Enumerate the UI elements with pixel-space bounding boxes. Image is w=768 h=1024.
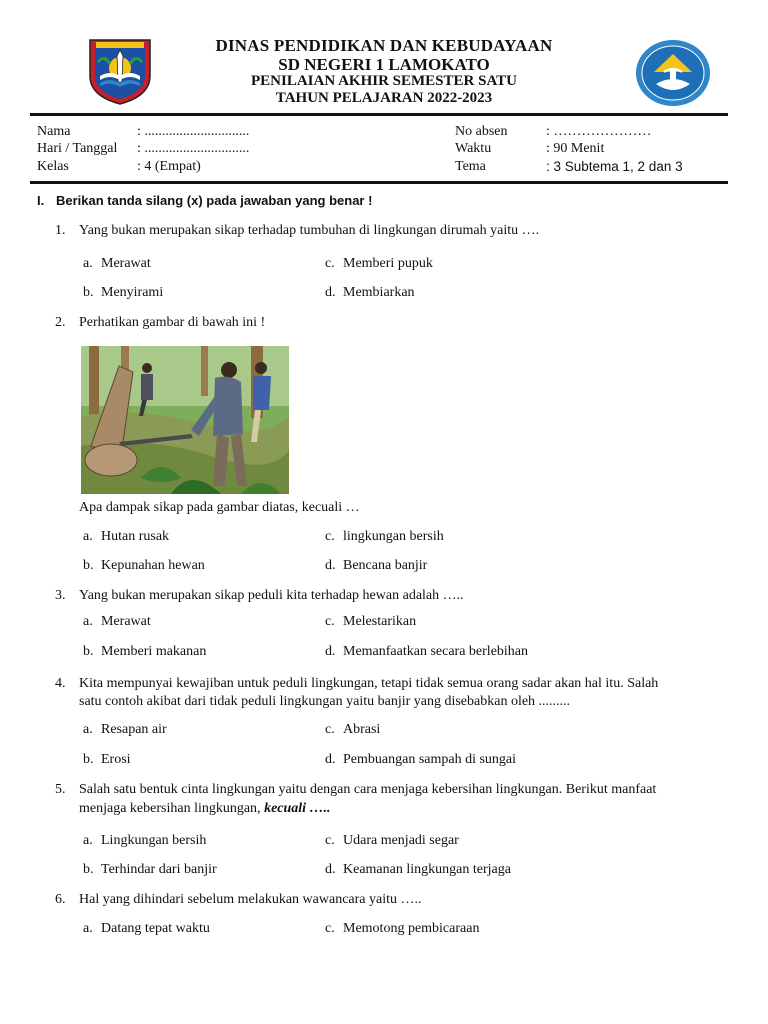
option-text: Hutan rusak — [101, 529, 170, 544]
option-letter: c. — [325, 722, 335, 737]
absen-label: No absen — [455, 124, 508, 139]
option-letter: c. — [325, 529, 335, 544]
tema-label: Tema — [455, 159, 486, 174]
option-text: Merawat — [101, 256, 151, 271]
section-instruction: Berikan tanda silang (x) pada jawaban yang benar ! — [56, 193, 373, 208]
option-a[interactable] — [83, 614, 151, 630]
question-number: 2. — [55, 315, 66, 330]
info-divider — [30, 181, 728, 184]
question-number: 5. — [55, 782, 66, 797]
option-letter: d. — [325, 862, 336, 877]
option-d[interactable] — [325, 644, 528, 660]
option-c[interactable] — [325, 722, 380, 738]
nama-label: Nama — [37, 124, 71, 139]
option-text: Memberi pupuk — [343, 256, 433, 271]
question-text-line2: satu contoh akibat dari tidak peduli lingkungan yaitu banjir yang disebabkan oleh ......... — [79, 694, 571, 709]
option-text: Keamanan lingkungan terjaga — [343, 862, 511, 877]
option-text: Memanfaatkan secara berlebihan — [343, 644, 529, 659]
question-number: 4. — [55, 676, 66, 691]
question-followup: Apa dampak sikap pada gambar diatas, kecuali … — [79, 500, 360, 515]
option-text: Kepunahan hewan — [101, 558, 205, 573]
option-a[interactable] — [83, 722, 167, 738]
question-number: 6. — [55, 892, 66, 907]
question-number: 1. — [55, 223, 66, 238]
option-letter: d. — [325, 285, 336, 300]
option-b[interactable] — [83, 558, 205, 574]
header-year: TAHUN PELAJARAN 2022-2023 — [275, 90, 493, 106]
option-c[interactable] — [325, 256, 433, 272]
option-letter: b. — [83, 752, 94, 767]
header-school: SD NEGERI 1 LAMOKATO — [278, 55, 490, 74]
kelas-label: Kelas — [37, 159, 69, 174]
option-letter: a. — [83, 614, 93, 629]
illustration-tree-felling — [81, 346, 289, 494]
option-text: Udara menjadi segar — [343, 833, 459, 848]
option-text: Erosi — [101, 752, 131, 767]
question-text: Perhatikan gambar di bawah ini ! — [79, 315, 266, 330]
waktu-label: Waktu — [455, 141, 492, 156]
option-letter: c. — [325, 614, 335, 629]
option-text: Resapan air — [101, 722, 167, 737]
option-c[interactable] — [325, 833, 459, 849]
option-a[interactable] — [83, 529, 169, 545]
tema-value: : 3 Subtema 1, 2 dan 3 — [546, 159, 683, 174]
option-a[interactable] — [83, 256, 151, 272]
option-b[interactable] — [83, 644, 206, 660]
option-letter: b. — [83, 644, 94, 659]
header-exam: PENILAIAN AKHIR SEMESTER SATU — [250, 73, 518, 89]
option-letter: a. — [83, 921, 93, 936]
option-letter: a. — [83, 722, 93, 737]
option-letter: b. — [83, 285, 94, 300]
nama-field[interactable]: : .............................. — [137, 124, 250, 139]
question-text-line2-plain: menjaga kebersihan lingkungan, — [79, 801, 261, 816]
option-text: Datang tepat waktu — [101, 921, 210, 936]
option-b[interactable] — [83, 285, 163, 301]
option-text: Terhindar dari banjir — [101, 862, 217, 877]
question-text: Hal yang dihindari sebelum melakukan wawancara yaitu ….. — [79, 892, 422, 907]
option-text: Merawat — [101, 614, 151, 629]
option-letter: c. — [325, 921, 335, 936]
question-number: 3. — [55, 588, 66, 603]
option-text: Menyirami — [101, 285, 164, 300]
kelas-value: : 4 (Empat) — [137, 159, 201, 174]
right-logo — [634, 38, 712, 108]
option-text: Melestarikan — [343, 614, 417, 629]
question-text: Yang bukan merupakan sikap terhadap tumbuhan di lingkungan dirumah yaitu …. — [79, 223, 540, 238]
option-letter: a. — [83, 833, 93, 848]
option-text: Lingkungan bersih — [101, 833, 207, 848]
option-d[interactable] — [325, 558, 427, 574]
option-text: Pembuangan sampah di sungai — [343, 752, 517, 767]
option-a[interactable] — [83, 833, 206, 849]
option-letter: c. — [325, 256, 335, 271]
question-text-line2 — [79, 799, 331, 818]
option-d[interactable] — [325, 285, 415, 301]
hari-label: Hari / Tanggal — [37, 141, 118, 156]
option-letter: a. — [83, 256, 93, 271]
option-letter: b. — [83, 558, 94, 573]
option-b[interactable] — [83, 862, 217, 878]
option-text: Memberi makanan — [101, 644, 207, 659]
option-a[interactable] — [83, 921, 210, 937]
option-b[interactable] — [83, 752, 131, 768]
waktu-value: : 90 Menit — [546, 141, 605, 156]
absen-field[interactable]: : ………………… — [546, 124, 652, 139]
option-letter: c. — [325, 833, 335, 848]
option-text: Bencana banjir — [343, 558, 428, 573]
option-letter: d. — [325, 752, 336, 767]
option-c[interactable] — [325, 921, 479, 937]
option-d[interactable] — [325, 752, 516, 768]
option-letter: d. — [325, 558, 336, 573]
option-letter: b. — [83, 862, 94, 877]
option-letter: d. — [325, 644, 336, 659]
header-agency: DINAS PENDIDIKAN DAN KEBUDAYAAN — [215, 36, 553, 55]
option-text: Membiarkan — [343, 285, 415, 300]
option-text: Abrasi — [343, 722, 381, 737]
option-letter: a. — [83, 529, 93, 544]
hari-field[interactable]: : .............................. — [137, 141, 250, 156]
question-text: Salah satu bentuk cinta lingkungan yaitu dengan cara menjaga kebersihan lingkungan. Berikut manfaat — [79, 782, 657, 797]
option-text: Memotong pembicaraan — [343, 921, 480, 936]
question-text: Yang bukan merupakan sikap peduli kita terhadap hewan adalah ….. — [79, 588, 464, 603]
option-d[interactable] — [325, 862, 511, 878]
question-emphasis: kecuali ….. — [264, 801, 331, 816]
option-text: lingkungan bersih — [343, 529, 444, 544]
question-text: Kita mempunyai kewajiban untuk peduli lingkungan, tetapi tidak semua orang sadar akan hal itu. Salah — [79, 676, 659, 691]
section-number: I. — [37, 193, 45, 208]
option-c[interactable] — [325, 614, 416, 630]
option-c[interactable] — [325, 529, 444, 545]
header-divider — [30, 113, 728, 116]
